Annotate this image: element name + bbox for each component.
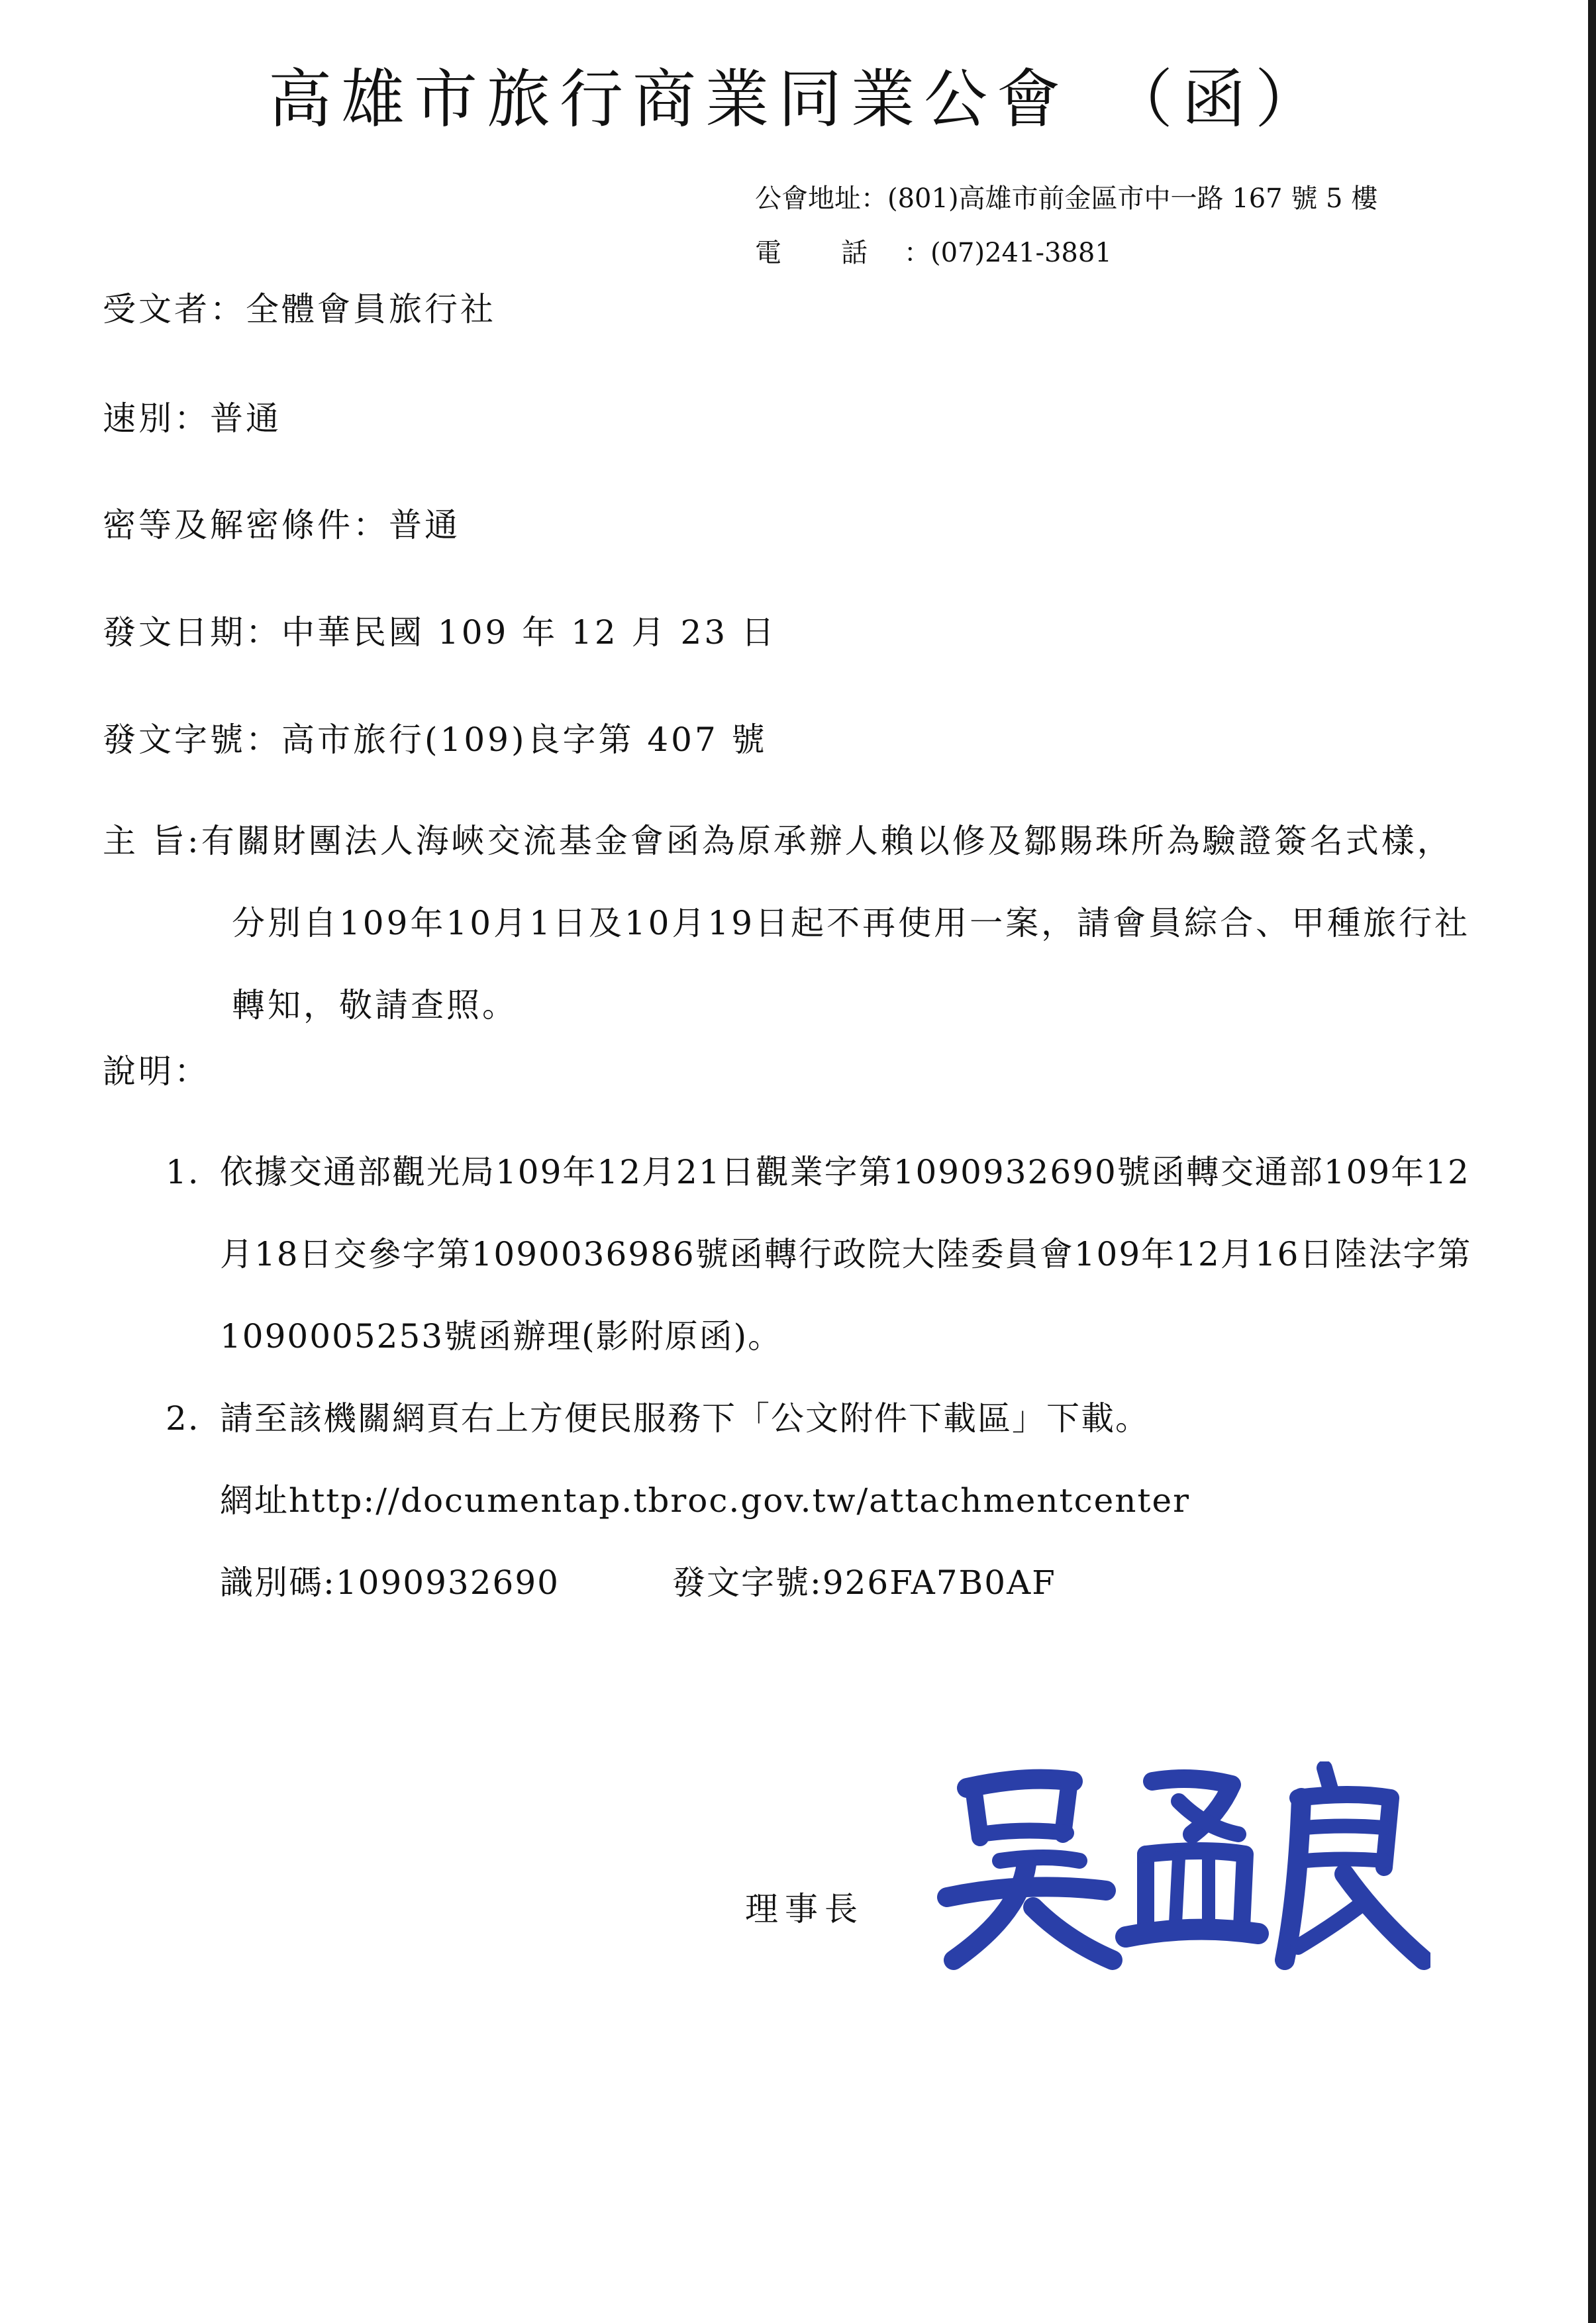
org-address: 公會地址：(801)高雄市前金區市中一路 167 號 5 樓 [755,183,1378,214]
subject-line-3: 轉知，敬請查照。 [232,986,518,1024]
org-name: 高雄市旅行商業同業公會 [268,62,1070,136]
id-code: 識別碼:1090932690 [220,1563,560,1602]
chairman-signature [927,1761,1430,1980]
doc-number-field: 發文字號：高市旅行(109)良字第 407 號 [103,720,768,759]
item-2-line-1: 2. 請至該機關網頁右上方便民服務下「公文附件下載區」下載。 [166,1377,1556,1459]
item-2-codes-line [166,1542,1556,1624]
document-title [0,56,1596,142]
item-2-number: 2. [166,1399,200,1438]
item-2-url-line: 網址http://documentap.tbroc.gov.tw/attachmentcenter [220,1481,1190,1520]
subject-line-1: 主 旨:有關財團法人海峽交流基金會函為原承辦人賴以修及鄒賜珠所為驗證簽名式樣， [103,822,1453,860]
item-1-number: 1. [166,1153,200,1191]
doc-code: 發文字號:926FA7B0AF [672,1563,1056,1602]
org-phone [755,233,1112,273]
subject-section [103,800,1560,1046]
subject-line-2: 分別自109年10月1日及10月19日起不再使用一案，請會員綜合、甲種旅行社 [232,904,1471,942]
explanation-items [166,1131,1556,1624]
recipient-field: 受文者：全體會員旅行社 [103,290,496,328]
phone-label-b: 話 [841,238,868,268]
speed-field: 速別：普通 [103,399,281,438]
classification-field: 密等及解密條件：普通 [103,506,460,544]
page-edge [1588,0,1596,2323]
item-1-line-1: 1. 依據交通部觀光局109年12月21日觀業字第1090932690號函轉交通部109年12 [166,1131,1556,1213]
item-1-line-3: 1090005253號函辦理(影附原函)。 [220,1317,783,1356]
doc-type: （函） [1109,62,1328,136]
phone-value: ：(07)241-3881 [904,238,1112,268]
issue-date-field: 發文日期：中華民國 109 年 12 月 23 日 [103,613,777,652]
chairman-title: 理事長 [745,1890,864,1928]
item-1-line-2: 月18日交參字第1090036986號函轉行政院大陸委員會109年12月16日陸法字第 [220,1235,1472,1273]
explanation-label: 說明： [103,1052,210,1091]
phone-label-a: 電 [755,238,781,268]
